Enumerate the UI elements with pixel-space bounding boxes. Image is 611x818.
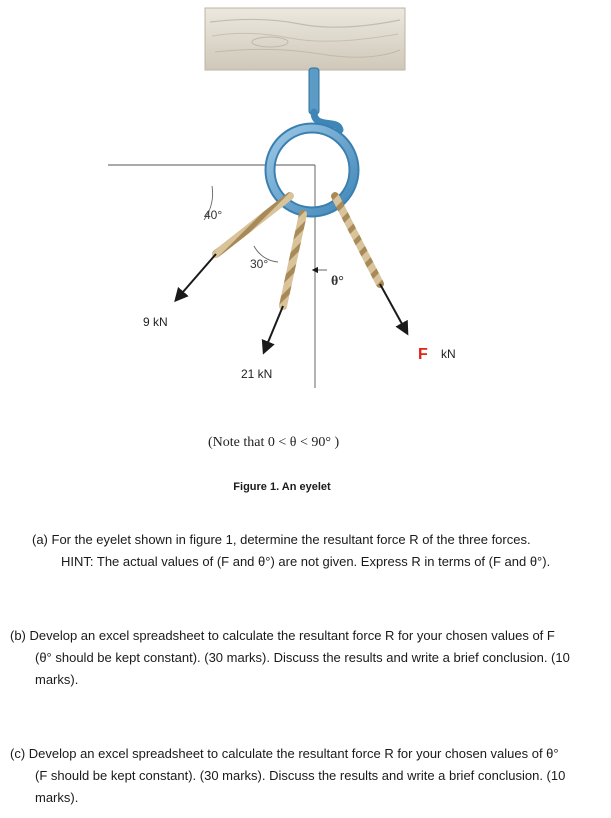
question-b-line2: (θ° should be kept constant). (30 marks). Discuss the results and write a brief conclusion. (10 <box>35 650 570 665</box>
label-force-F-symbol: F <box>418 346 428 363</box>
force-arrow-21kN <box>264 306 283 352</box>
label-angle-30: 30° <box>250 257 269 271</box>
label-angle-theta: θ° <box>331 274 344 289</box>
label-force-9kN: 9 kN <box>143 315 168 329</box>
question-a-hint: HINT: The actual values of (F and θ°) are not given. Express R in terms of (F and θ°). <box>61 554 551 569</box>
figure-caption: Figure 1. An eyelet <box>233 481 331 493</box>
rope-middle <box>283 214 303 306</box>
question-b-line3: marks). <box>35 672 79 687</box>
question-c-line3: marks). <box>35 790 79 805</box>
wood-beam <box>205 8 405 70</box>
force-arrow-F <box>380 284 407 333</box>
question-b-line1: (b) Develop an excel spreadsheet to calculate the resultant force R for your chosen values of F <box>10 628 555 643</box>
question-a-line1: (a) For the eyelet shown in figure 1, determine the resultant force R of the three forces. <box>32 532 531 547</box>
label-angle-40: 40° <box>204 208 223 222</box>
eyelet-shank <box>309 68 319 114</box>
question-b <box>10 625 602 691</box>
question-c-line1: (c) Develop an excel spreadsheet to calculate the resultant force R for your chosen values of θ° <box>10 746 559 761</box>
label-force-21kN: 21 kN <box>241 367 273 381</box>
rope-left <box>216 196 290 254</box>
question-c-line2: (F should be kept constant). (30 marks). Discuss the results and write a brief conclusion. (10 <box>35 768 566 783</box>
question-c <box>10 743 602 809</box>
question-a <box>32 529 602 573</box>
figure-note: (Note that 0 < θ < 90° ) <box>208 435 340 450</box>
force-arrow-9kN <box>176 254 216 300</box>
label-force-F-unit: kN <box>441 347 456 361</box>
rope-right <box>335 196 380 284</box>
